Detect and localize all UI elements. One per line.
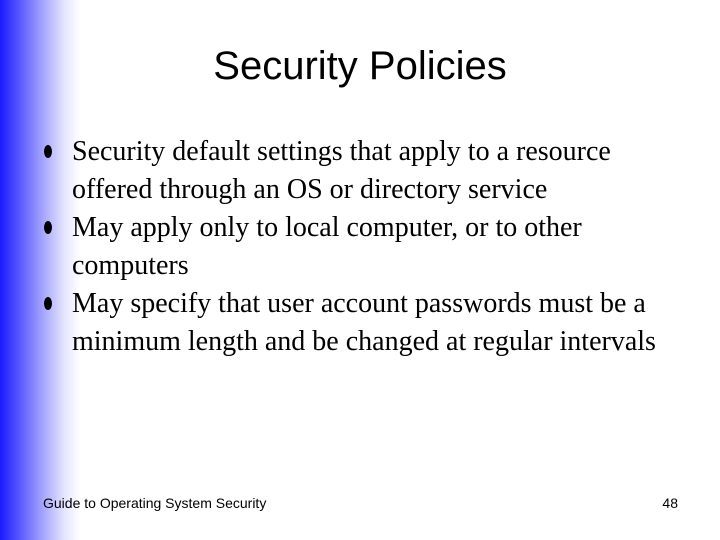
bullet-dot-icon	[44, 145, 52, 158]
bullet-dot-icon	[44, 221, 52, 234]
slide-title: Security Policies	[213, 44, 507, 88]
bullet-list	[44, 133, 684, 361]
bullet-text-1: Security default settings that apply to a resource offered through an OS or directory service	[72, 136, 611, 205]
bullet-dot-icon	[44, 297, 52, 310]
bullet-text-3: May specify that user account passwords must be a minimum length and be changed at regular intervals	[72, 288, 656, 357]
bullet-item-2	[44, 209, 684, 285]
bullet-item-3	[44, 285, 684, 361]
page-number: 48	[662, 495, 678, 511]
bullet-text-2: May apply only to local computer, or to other computers	[72, 212, 582, 281]
bullet-item-1	[44, 133, 684, 209]
footer-text: Guide to Operating System Security	[43, 495, 267, 511]
